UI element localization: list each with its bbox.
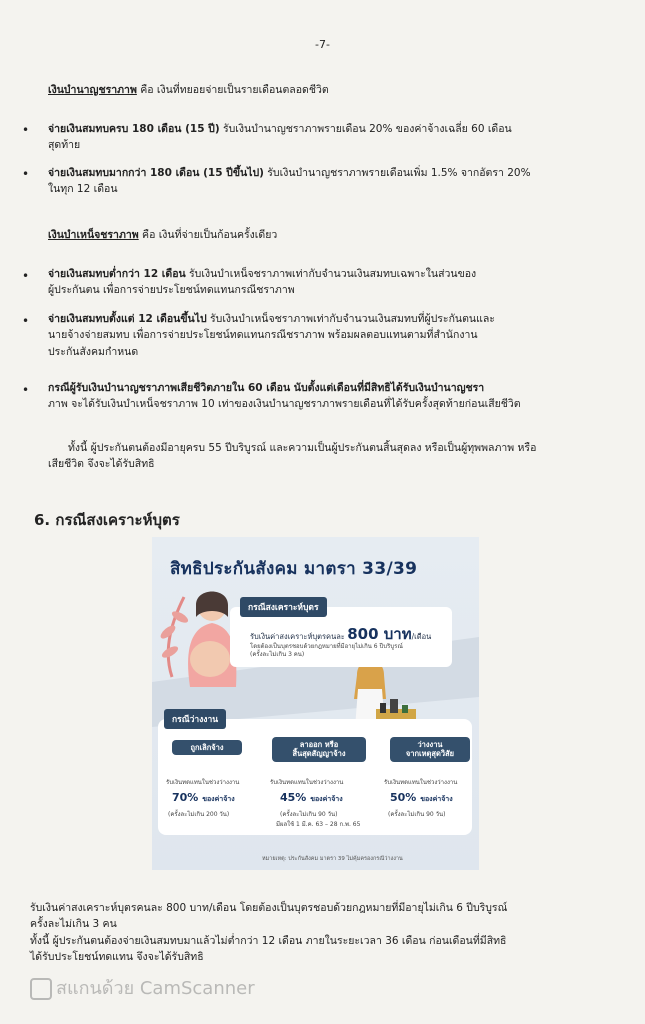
condition-line-1: ทั้งนี้ ผู้ประกันตนต้องมีอายุครบ 55 ปีบริบูรณ์ และความเป็นผู้ประกันตนสิ้นสุดลง หรือเป็นผู้ทุพพลภาพ หรือ <box>68 442 537 454</box>
pension-item-1-text2: สุดท้าย <box>48 139 81 152</box>
card-resign-sub: รับเงินทดแทนในช่วงว่างงาน <box>270 779 344 786</box>
bullet-icon: • <box>22 383 30 397</box>
bullet-icon: • <box>22 314 30 328</box>
pension-item-2-text: รับเงินบำนาญชราภาพรายเดือนเพิ่ม 1.5% จากอัตรา 20% <box>267 167 531 179</box>
card-force-majeure-pct <box>390 791 453 805</box>
infographic <box>152 537 479 870</box>
card-resign-extra: มีผลใช้ 1 มี.ค. 63 – 28 ก.พ. 65 <box>276 821 361 828</box>
lump-item-1-text2: ผู้ประกันตน เพื่อการจ่ายประโยชน์ทดแทนกรณีชราภาพ <box>48 284 295 297</box>
infographic-footnote: หมายเหตุ: ประกันสังคม มาตรา 39 ไม่คุ้มครองกรณีว่างงาน <box>262 856 403 862</box>
lump-item-2 <box>48 311 623 360</box>
pension-item-2-text2: ในทุก 12 เดือน <box>48 183 118 196</box>
card-laid-off-pct-label: ของค่าจ้าง <box>202 795 235 803</box>
lump-item-2-bold: จ่ายเงินสมทบตั้งแต่ 12 เดือนขึ้นไป <box>48 313 207 325</box>
lump-item-1-text: รับเงินบำเหน็จชราภาพเท่ากับจำนวนเงินสมทบเฉพาะในส่วนของ <box>189 268 477 280</box>
card-laid-off-pct <box>172 791 235 805</box>
card-force-majeure-head: ว่างงาน จากเหตุสุดวิสัย <box>390 737 470 762</box>
condition-line-2: เสียชีวิต จึงจะได้รับสิทธิ <box>48 458 155 471</box>
child-benefit-label: กรณีสงเคราะห์บุตร <box>240 597 327 617</box>
card-laid-off-pct-value: 70% <box>172 791 199 804</box>
lump-term: เงินบำเหน็จชราภาพ <box>48 229 139 241</box>
child-amount-prefix: รับเงินค่าสงเคราะห์บุตรคนละ <box>250 632 345 641</box>
lump-item-3-bold: กรณีผู้รับเงินบำนาญชราภาพเสียชีวิตภายใน 60 เดือน นับตั้งแต่เดือนที่มีสิทธิได้รับเงินบำนาญชรา <box>48 382 485 394</box>
child-benefit-note-2: (ครั้งละไม่เกิน 3 คน) <box>250 651 305 658</box>
after-line-3: ทั้งนี้ ผู้ประกันตนต้องจ่ายเงินสมทบมาแล้วไม่ต่ำกว่า 12 เดือน ภายในระยะเวลา 36 เดือน ก่อนเดือนที่มีสิทธิ <box>30 934 507 947</box>
bullet-icon: • <box>22 123 30 137</box>
after-line-4: ได้รับประโยชน์ทดแทน จึงจะได้รับสิทธิ <box>30 950 204 963</box>
pension-item-1-bold: จ่ายเงินสมทบครบ 180 เดือน (15 ปี) <box>48 123 220 135</box>
lump-item-3-text2: ภาพ จะได้รับเงินบำเหน็จชราภาพ 10 เท่าของเงินบำนาญชราภาพรายเดือนที่ได้รับครั้งสุดท้ายก่อนเสียชีวิต <box>48 398 521 411</box>
card-resign-pct-value: 45% <box>280 791 307 804</box>
card-resign-pct <box>280 791 343 805</box>
pension-definition <box>48 82 329 98</box>
pension-item-2 <box>48 165 608 198</box>
lump-definition-text: คือ เงินที่จ่ายเป็นก้อนครั้งเดียว <box>142 229 278 241</box>
card-resign-head: ลาออก หรือ สิ้นสุดสัญญาจ้าง <box>272 737 366 762</box>
page-number: -7- <box>315 38 330 51</box>
camscanner-watermark <box>30 973 255 1002</box>
pension-item-1-text: รับเงินบำนาญชราภาพรายเดือน 20% ของค่าจ้างเฉลี่ย 60 เดือน <box>223 123 512 135</box>
card-force-majeure-pct-value: 50% <box>390 791 417 804</box>
condition-paragraph <box>48 440 623 473</box>
pension-definition-text: คือ เงินที่ทยอยจ่ายเป็นรายเดือนตลอดชีวิต <box>140 84 329 96</box>
card-laid-off-head: ถูกเลิกจ้าง <box>172 740 242 755</box>
lump-item-2-text: รับเงินบำเหน็จชราภาพเท่ากับจำนวนเงินสมทบที่ผู้ประกันตนและ <box>210 313 495 325</box>
bullet-icon: • <box>22 167 30 181</box>
after-line-2: ครั้งละไม่เกิน 3 คน <box>30 918 117 931</box>
bullet-icon: • <box>22 269 30 283</box>
section-heading: 6. กรณีสงเคราะห์บุตร <box>34 511 180 529</box>
lump-item-3 <box>48 380 623 413</box>
pension-term: เงินบำนาญชราภาพ <box>48 84 137 96</box>
pension-item-2-bold: จ่ายเงินสมทบมากกว่า 180 เดือน (15 ปีขึ้นไป) <box>48 167 264 179</box>
lump-item-1-bold: จ่ายเงินสมทบต่ำกว่า 12 เดือน <box>48 268 186 280</box>
lump-item-1 <box>48 266 618 299</box>
card-resign-pct-label: ของค่าจ้าง <box>310 795 343 803</box>
after-line-1: รับเงินค่าสงเคราะห์บุตรคนละ 800 บาท/เดือน โดยต้องเป็นบุตรชอบด้วยกฎหมายที่มีอายุไม่เกิน 6 ปีบริบูรณ์ <box>30 902 508 914</box>
watermark-text: สแกนด้วย CamScanner <box>56 978 255 999</box>
card-resign-cap: (ครั้งละไม่เกิน 90 วัน) <box>280 811 338 818</box>
pension-item-1 <box>48 121 608 154</box>
card-laid-off-sub: รับเงินทดแทนในช่วงว่างงาน <box>166 779 240 786</box>
camscanner-logo-icon <box>30 978 52 1000</box>
infographic-title: สิทธิประกันสังคม มาตรา 33/39 <box>170 559 418 579</box>
child-benefit-paragraph <box>30 900 620 965</box>
child-amount-value: 800 บาท <box>347 625 412 643</box>
lump-item-2-text3: ประกันสังคมกำหนด <box>48 345 139 358</box>
card-force-majeure-sub: รับเงินทดแทนในช่วงว่างงาน <box>384 779 458 786</box>
unemployment-label: กรณีว่างงาน <box>164 709 226 729</box>
card-laid-off-cap: (ครั้งละไม่เกิน 200 วัน) <box>168 811 230 818</box>
card-force-majeure-cap: (ครั้งละไม่เกิน 90 วัน) <box>388 811 446 818</box>
child-amount-unit: /เดือน <box>411 632 432 641</box>
card-force-majeure-pct-label: ของค่าจ้าง <box>420 795 453 803</box>
child-benefit-note: โดยต้องเป็นบุตรชอบด้วยกฎหมายที่มีอายุไม่เกิน 6 ปีบริบูรณ์ <box>250 643 403 650</box>
lump-definition <box>48 227 277 243</box>
lump-item-2-text2: นายจ้างจ่ายสมทบ เพื่อการจ่ายประโยชน์ทดแทนกรณีชราภาพ พร้อมผลตอบแทนตามที่สำนักงาน <box>48 329 478 342</box>
